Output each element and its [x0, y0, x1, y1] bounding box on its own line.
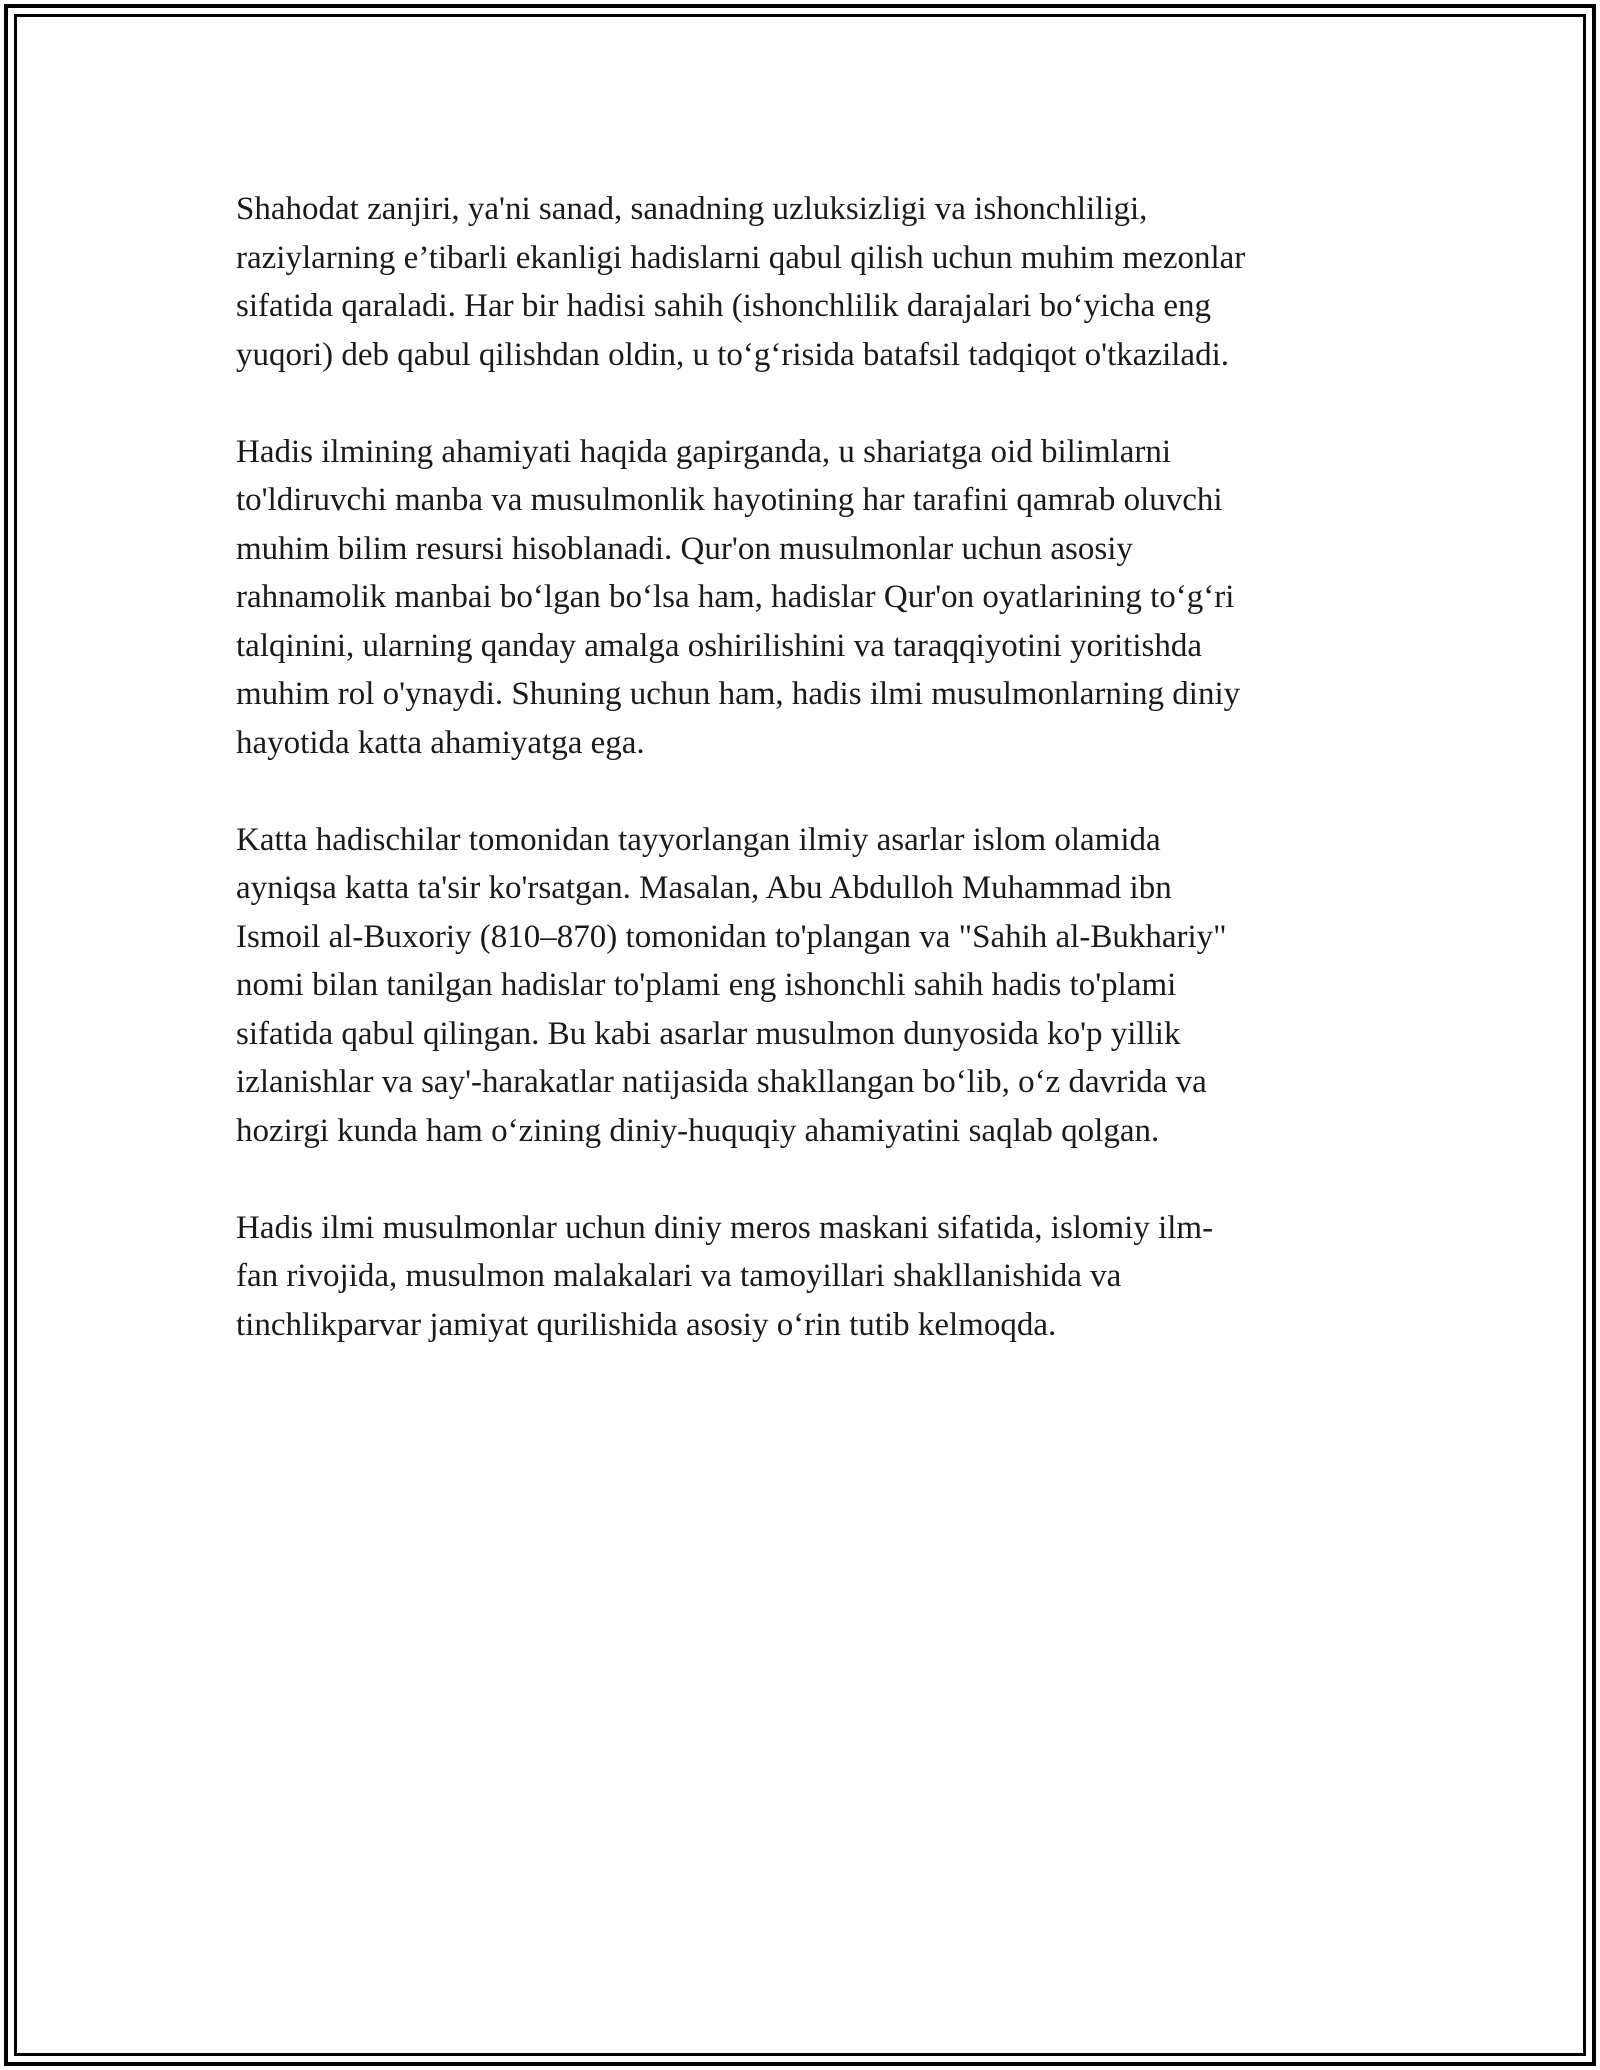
paragraph-hadis-ahamiyati	[236, 428, 1376, 768]
text-line: Hadis ilmi musulmonlar uchun diniy meros maskani sifatida, islomiy ilm-	[236, 1209, 1214, 1246]
paragraph-ilmiy-asarlar	[236, 816, 1376, 1156]
text-line: Ismoil al-Buxoriy (810–870) tomonidan to'plangan va "Sahih al-Bukhariy"	[236, 918, 1227, 955]
text-line: hozirgi kunda ham o‘zining diniy-huquqiy ahamiyatini saqlab qolgan.	[236, 1112, 1160, 1149]
text-line: nomi bilan tanilgan hadislar to'plami eng ishonchli sahih hadis to'plami	[236, 967, 1177, 1003]
document-body	[236, 185, 1376, 1398]
text-line: raziylarning e’tibarli ekanligi hadislarni qabul qilish uchun muhim mezonlar	[236, 239, 1246, 276]
text-line: yuqori) deb qabul qilishdan oldin, u to‘g‘risida batafsil tadqiqot o'tkaziladi.	[236, 336, 1229, 373]
text-line: muhim bilim resursi hisoblanadi. Qur'on musulmonlar uchun asosiy	[236, 530, 1133, 567]
text-line: izlanishlar va say'-harakatlar natijasida shakllangan bo‘lib, o‘z davrida va	[236, 1064, 1207, 1100]
text-line: fan rivojida, musulmon malakalari va tamoyillari shakllanishida va	[236, 1258, 1122, 1294]
text-line: hayotida katta ahamiyatga ega.	[236, 724, 645, 761]
text-line: ayniqsa katta ta'sir ko'rsatgan. Masalan, Abu Abdulloh Muhammad ibn	[236, 870, 1172, 906]
text-line: Shahodat zanjiri, ya'ni sanad, sanadning uzluksizligi va ishonchliligi,	[236, 191, 1148, 227]
text-line: talqinini, ularning qanday amalga oshirilishini va taraqqiyotini yoritishda	[236, 627, 1202, 664]
text-line: sifatida qabul qilingan. Bu kabi asarlar musulmon dunyosida ko'p yillik	[236, 1015, 1181, 1052]
text-line: Katta hadischilar tomonidan tayyorlangan ilmiy asarlar islom olamida	[236, 821, 1161, 858]
text-line: rahnamolik manbai bo‘lgan bo‘lsa ham, hadislar Qur'on oyatlarining to‘g‘ri	[236, 579, 1235, 615]
text-line: muhim rol o'ynaydi. Shuning uchun ham, hadis ilmi musulmonlarning diniy	[236, 676, 1241, 712]
paragraph-diniy-meros	[236, 1204, 1376, 1350]
paragraph-sanad	[236, 185, 1376, 379]
text-line: tinchlikparvar jamiyat qurilishida asosiy o‘rin tutib kelmoqda.	[236, 1306, 1057, 1343]
text-line: to'ldiruvchi manba va musulmonlik hayotining har tarafini qamrab oluvchi	[236, 482, 1223, 518]
text-line: Hadis ilmining ahamiyati haqida gapirganda, u shariatga oid bilimlarni	[236, 433, 1172, 470]
text-line: sifatida qaraladi. Har bir hadisi sahih (ishonchlilik darajalari bo‘yicha eng	[236, 288, 1211, 324]
